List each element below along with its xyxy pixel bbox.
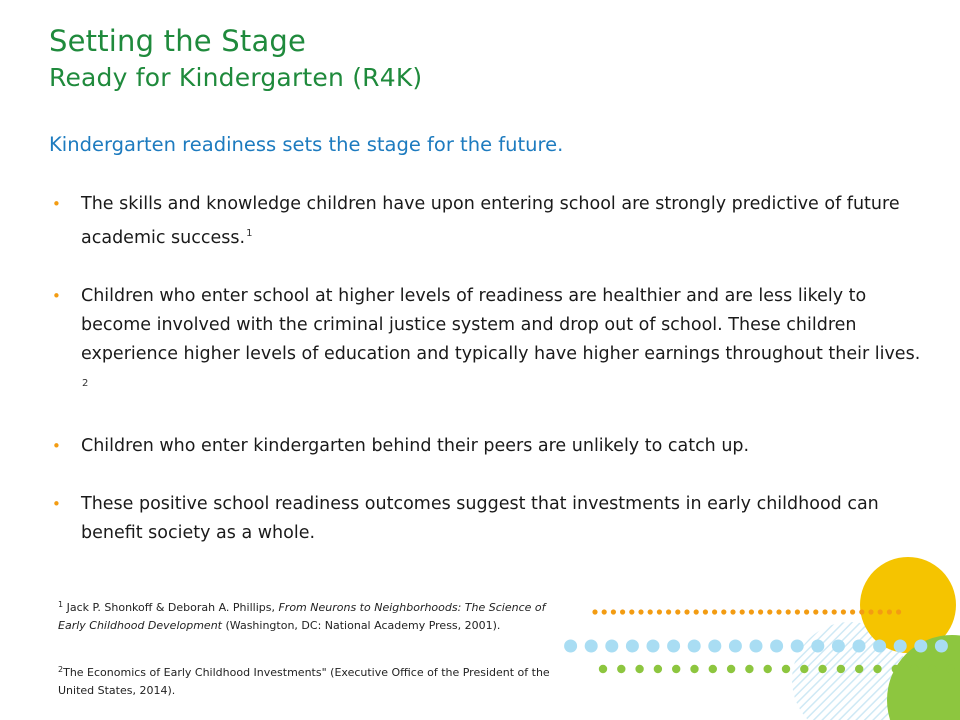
orange-dot: [657, 609, 662, 614]
orange-dot: [694, 609, 699, 614]
light-blue-dot: [770, 640, 783, 653]
orange-dot-row: [592, 609, 901, 614]
orange-dot: [592, 609, 597, 614]
orange-dot: [841, 609, 846, 614]
green-dot: [727, 665, 735, 673]
green-dot: [818, 665, 826, 673]
light-blue-dot: [811, 640, 824, 653]
lead-statement: Kindergarten readiness sets the stage for the future.: [49, 133, 564, 156]
green-dot: [892, 665, 900, 673]
green-dot: [764, 665, 772, 673]
orange-dot: [684, 609, 689, 614]
bullet-item: [49, 432, 929, 461]
light-blue-dot: [564, 640, 577, 653]
orange-dot: [767, 609, 772, 614]
footnote-text: The Economics of Early Childhood Investments" (Executive Office of the President of the United States, 2014).: [58, 666, 550, 697]
footnote-publisher: (Washington, DC: National Academy Press, 2001).: [222, 618, 501, 632]
orange-dot: [611, 609, 616, 614]
bullet-item: [49, 190, 929, 253]
orange-dot: [776, 609, 781, 614]
orange-dot: [629, 609, 634, 614]
orange-dot: [832, 609, 837, 614]
orange-dot: [648, 609, 653, 614]
green-dot: [782, 665, 790, 673]
green-dot: [599, 665, 607, 673]
light-blue-dot: [626, 640, 639, 653]
green-dot: [928, 665, 936, 673]
green-dot: [947, 665, 955, 673]
decorative-circles-graphic: [560, 540, 960, 720]
orange-dot: [887, 609, 892, 614]
light-blue-dot: [791, 640, 804, 653]
bullet-dot-icon: •: [52, 495, 61, 513]
orange-dot: [620, 609, 625, 614]
light-blue-dot: [647, 640, 660, 653]
footnote-number: 2: [58, 665, 64, 674]
orange-dot: [712, 609, 717, 614]
orange-dot: [740, 609, 745, 614]
footnote-2: [58, 661, 568, 699]
orange-dot: [795, 609, 800, 614]
orange-dot: [638, 609, 643, 614]
footnote-text: [58, 601, 546, 632]
light-blue-dot: [750, 640, 763, 653]
green-dot: [855, 665, 863, 673]
green-dot: [654, 665, 662, 673]
light-blue-dot: [729, 640, 742, 653]
bullet-dot-icon: •: [52, 287, 61, 305]
light-blue-dot: [935, 640, 948, 653]
green-dot: [709, 665, 717, 673]
orange-dot: [868, 609, 873, 614]
bullet-list: [49, 190, 929, 577]
orange-dot: [804, 609, 809, 614]
green-dot: [672, 665, 680, 673]
green-dot: [873, 665, 881, 673]
bullet-text: These positive school readiness outcomes suggest that investments in early childhood can benefit society as a whole.: [81, 494, 879, 543]
light-blue-dot: [894, 640, 907, 653]
orange-dot: [758, 609, 763, 614]
orange-dot: [675, 609, 680, 614]
light-blue-dot: [605, 640, 618, 653]
orange-dot: [749, 609, 754, 614]
orange-dot: [813, 609, 818, 614]
light-blue-dot: [667, 640, 680, 653]
green-dot: [617, 665, 625, 673]
green-dot: [837, 665, 845, 673]
bullet-text: Children who enter school at higher levels of readiness are healthier and are less likely to become involved with the criminal justice system and drop out of school. These children experience higher levels of education and typically have higher earnings throughout their lives.: [81, 286, 921, 364]
light-blue-dot: [585, 640, 598, 653]
slide-subtitle: Ready for Kindergarten (R4K): [49, 63, 423, 92]
light-blue-dot: [832, 640, 845, 653]
green-dot: [800, 665, 808, 673]
light-blue-dot: [853, 640, 866, 653]
orange-dot: [703, 609, 708, 614]
orange-dot: [859, 609, 864, 614]
orange-dot: [730, 609, 735, 614]
orange-dot: [721, 609, 726, 614]
orange-dot: [786, 609, 791, 614]
green-dot: [635, 665, 643, 673]
light-blue-dot: [688, 640, 701, 653]
light-blue-dot: [873, 640, 886, 653]
orange-dot: [850, 609, 855, 614]
orange-dot: [666, 609, 671, 614]
footnote-ref: 1: [246, 228, 253, 239]
orange-dot: [878, 609, 883, 614]
footnote-1: [58, 596, 568, 634]
bullet-item: [49, 282, 929, 403]
bullet-text: Children who enter kindergarten behind their peers are unlikely to catch up.: [81, 436, 750, 456]
light-blue-dot: [708, 640, 721, 653]
bullet-dot-icon: •: [52, 195, 61, 213]
green-dot: [745, 665, 753, 673]
footnote-authors: Jack P. Shonkoff & Deborah A. Phillips,: [66, 601, 279, 614]
footnote-book-title: From Neurons to Neighborhoods: The Science of Early Childhood Development: [58, 601, 546, 632]
footnote-number: 1: [58, 600, 64, 609]
bullet-text: The skills and knowledge children have upon entering school are strongly predictive of future academic success.: [81, 194, 900, 248]
orange-dot: [896, 609, 901, 614]
orange-dot: [822, 609, 827, 614]
footnote-ref: 2: [82, 378, 89, 389]
bullet-dot-icon: •: [52, 437, 61, 455]
green-dot: [910, 665, 918, 673]
green-dot: [690, 665, 698, 673]
light-blue-dot: [914, 640, 927, 653]
orange-dot: [602, 609, 607, 614]
slide-title: Setting the Stage: [49, 24, 307, 58]
